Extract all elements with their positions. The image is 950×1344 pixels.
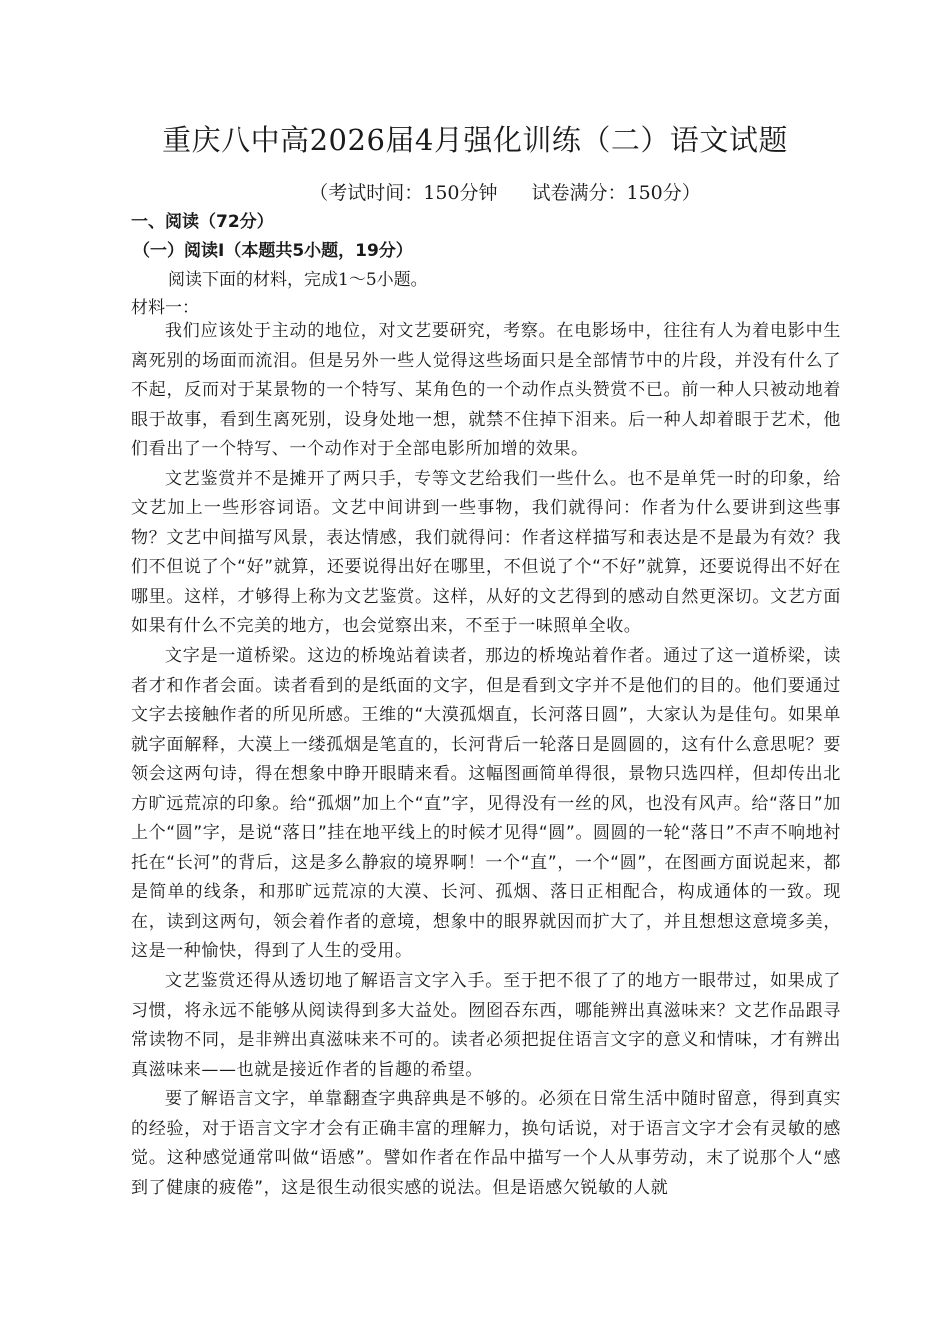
paragraph: 文字是一道桥梁。这边的桥堍站着读者，那边的桥堍站着作者。通过了这一道桥梁，读者才和作者会面。读者看到的是纸面的文字，但是看到文字并不是他们的目的。他们要通过文字去接触作者的所见所感。王维的“大漠孤烟直，长河落日圆”，大家认为是佳句。如果单就字面解释，大漠上一缕孤烟是笔直的，长河背后一轮落日是圆圆的，这有什么意思呢？要领会这两句诗，得在想象中睁开眼睛来看。这幅图画简单得很，景物只选四样，但却传出北方旷远荒凉的印象。给“孤烟”加上个“直”字，见得没有一丝的风，也没有风声。给“落日”加上个“圆”字，是说“落日”挂在地平线上的时候才见得“圆”。圆圆的一轮“落日”不声不响地衬托在“长河”的背后，这是多么静寂的境界啊！一个“直”，一个“圆”，在图画方面说起来，都是简单的线条，和那旷远荒凉的大漠、长河、孤烟、落日正相配合，构成通体的一致。现在，读到这两句，领会着作者的意境，想象中的眼界就因而扩大了，并且想想这意境多美，这是一种愉快，得到了人生的受用。 (131, 646, 841, 962)
paragraph: 我们应该处于主动的地位，对文艺要研究，考察。在电影场中，往往有人为着电影中生离死别的场面而流泪。但是另外一些人觉得这些场面只是全部情节中的片段，并没有什么了不起，反而对于某景物的一个特写、某角色的一个动作点头赞赏不已。前一种人只被动地着眼于故事，看到生离死别，设身处地一想，就禁不住掉下泪来。后一种人却着眼于艺术，他们看出了一个特写、一个动作对于全部电影所加增的效果。 (131, 321, 841, 460)
exam-info (0, 178, 950, 205)
material-label: 材料一： (131, 298, 199, 318)
paragraph: 文艺鉴赏还得从透切地了解语言文字入手。至于把不很了了的地方一眼带过，如果成了习惯，将永远不能够从阅读得到多大益处。囫囵吞东西，哪能辨出真滋味来？文艺作品跟寻常读物不同，是非辨出真滋味来不可的。读者必须把捉住语言文字的意义和情味，才有辨出真滋味来——也就是接近作者的旨趣的希望。 (131, 971, 841, 1080)
section-heading: 一、阅读（72分） (131, 212, 274, 232)
paragraph: 要了解语言文字，单靠翻查字典辞典是不够的。必须在日常生活中随时留意，得到真实的经验，对于语言文字才会有正确丰富的理解力，换句话说，对于语言文字才会有灵敏的感觉。这种感觉通常叫做“语感”。譬如作者在作品中描写一个人从事劳动，末了说那个人“感到了健康的疲倦”，这是很生动很实感的说法。但是语感欠锐敏的人就 (131, 1089, 841, 1198)
instruction-text: 阅读下面的材料，完成1～5小题。 (168, 270, 428, 290)
exam-time: （考试时间：150分钟 (309, 182, 498, 204)
material-body (131, 317, 841, 1203)
paragraph: 文艺鉴赏并不是摊开了两只手，专等文艺给我们一些什么。也不是单凭一时的印象，给文艺加上一些形容词语。文艺中间讲到一些事物，我们就得问：作者为什么要讲到这些事物？文艺中间描写风景，表达情感，我们就得问：作者这样描写和表达是不是最为有效？我们不但说了个“好”就算，还要说得出好在哪里，不但说了个“不好”就算，还要说得出不好在哪里。这样，才够得上称为文艺鉴赏。这样，从好的文艺得到的感动自然更深切。文艺方面如果有什么不完美的地方，也会觉察出来，不至于一味照单全收。 (131, 468, 841, 637)
full-score: 试卷满分：150分） (531, 182, 701, 204)
page-title: 重庆八中高2026届4月强化训练（二）语文试题 (162, 123, 788, 157)
subsection-heading: （一）阅读Ⅰ（本题共5小题，19分） (133, 241, 413, 261)
